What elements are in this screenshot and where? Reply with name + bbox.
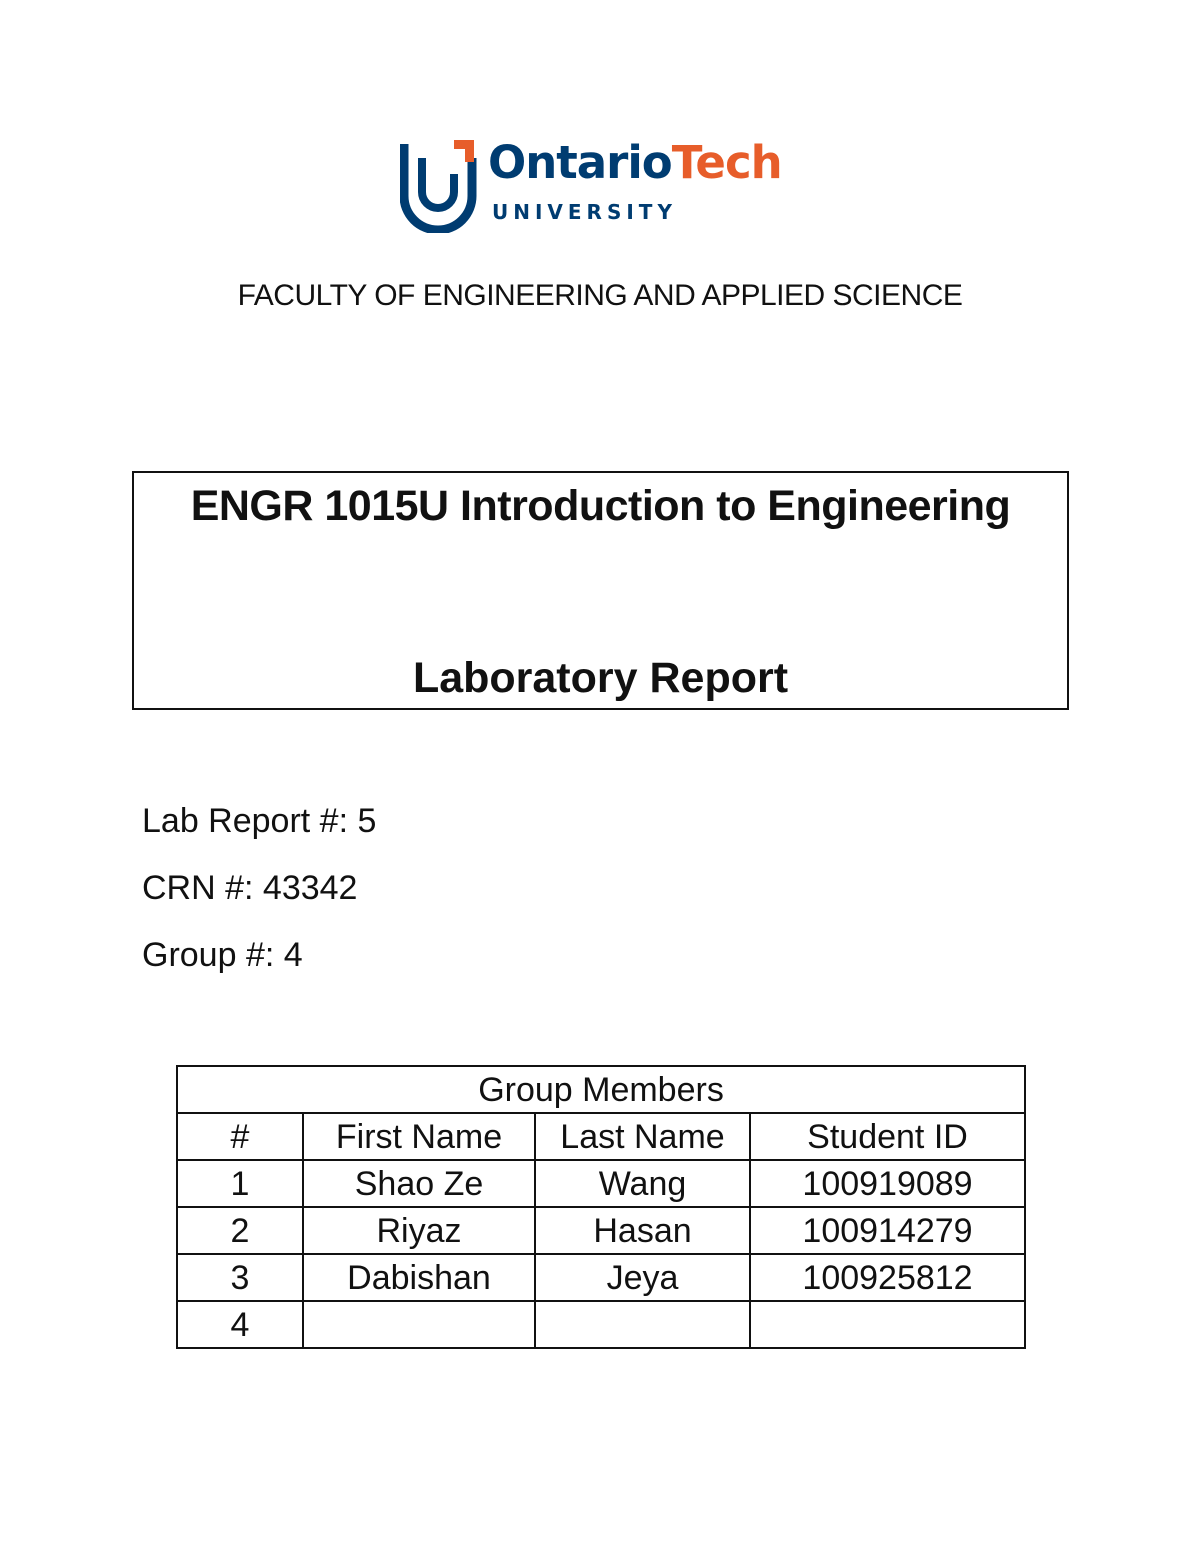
crn-number: CRN #: 43342 xyxy=(142,869,358,907)
cell-last-name: Hasan xyxy=(535,1207,750,1254)
header-number: # xyxy=(177,1113,303,1160)
cell-student-id xyxy=(750,1301,1025,1348)
course-title: ENGR 1015U Introduction to Engineering xyxy=(190,482,1011,530)
table-row xyxy=(177,1301,1025,1348)
header-last-name: Last Name xyxy=(535,1113,750,1160)
cell-student-id: 100925812 xyxy=(750,1254,1025,1301)
cell-last-name: Wang xyxy=(535,1160,750,1207)
cell-last-name: Jeya xyxy=(535,1254,750,1301)
lab-report-number: Lab Report #: 5 xyxy=(142,802,377,840)
cell-first-name xyxy=(303,1301,535,1348)
ontario-tech-shield-icon xyxy=(400,138,478,233)
logo-subtitle: UNIVERSITY xyxy=(492,200,677,224)
cell-last-name xyxy=(535,1301,750,1348)
group-number: Group #: 4 xyxy=(142,936,303,974)
university-logo xyxy=(400,138,810,233)
cell-student-id: 100914279 xyxy=(750,1207,1025,1254)
cell-number: 1 xyxy=(177,1160,303,1207)
cell-number: 4 xyxy=(177,1301,303,1348)
table-header-row xyxy=(177,1113,1025,1160)
cell-first-name: Shao Ze xyxy=(303,1160,535,1207)
group-members-table xyxy=(176,1065,1026,1349)
header-student-id: Student ID xyxy=(750,1113,1025,1160)
header-first-name: First Name xyxy=(303,1113,535,1160)
table-row xyxy=(177,1207,1025,1254)
cell-number: 2 xyxy=(177,1207,303,1254)
cell-number: 3 xyxy=(177,1254,303,1301)
cell-student-id: 100919089 xyxy=(750,1160,1025,1207)
title-box xyxy=(132,471,1069,710)
table-row xyxy=(177,1254,1025,1301)
table-title: Group Members xyxy=(177,1066,1025,1113)
table-row xyxy=(177,1160,1025,1207)
cell-first-name: Dabishan xyxy=(303,1254,535,1301)
faculty-heading: FACULTY OF ENGINEERING AND APPLIED SCIENCE xyxy=(237,279,963,312)
report-title: Laboratory Report xyxy=(412,654,789,702)
table-title-row xyxy=(177,1066,1025,1113)
logo-wordmark: OntarioTech xyxy=(488,136,782,189)
cell-first-name: Riyaz xyxy=(303,1207,535,1254)
